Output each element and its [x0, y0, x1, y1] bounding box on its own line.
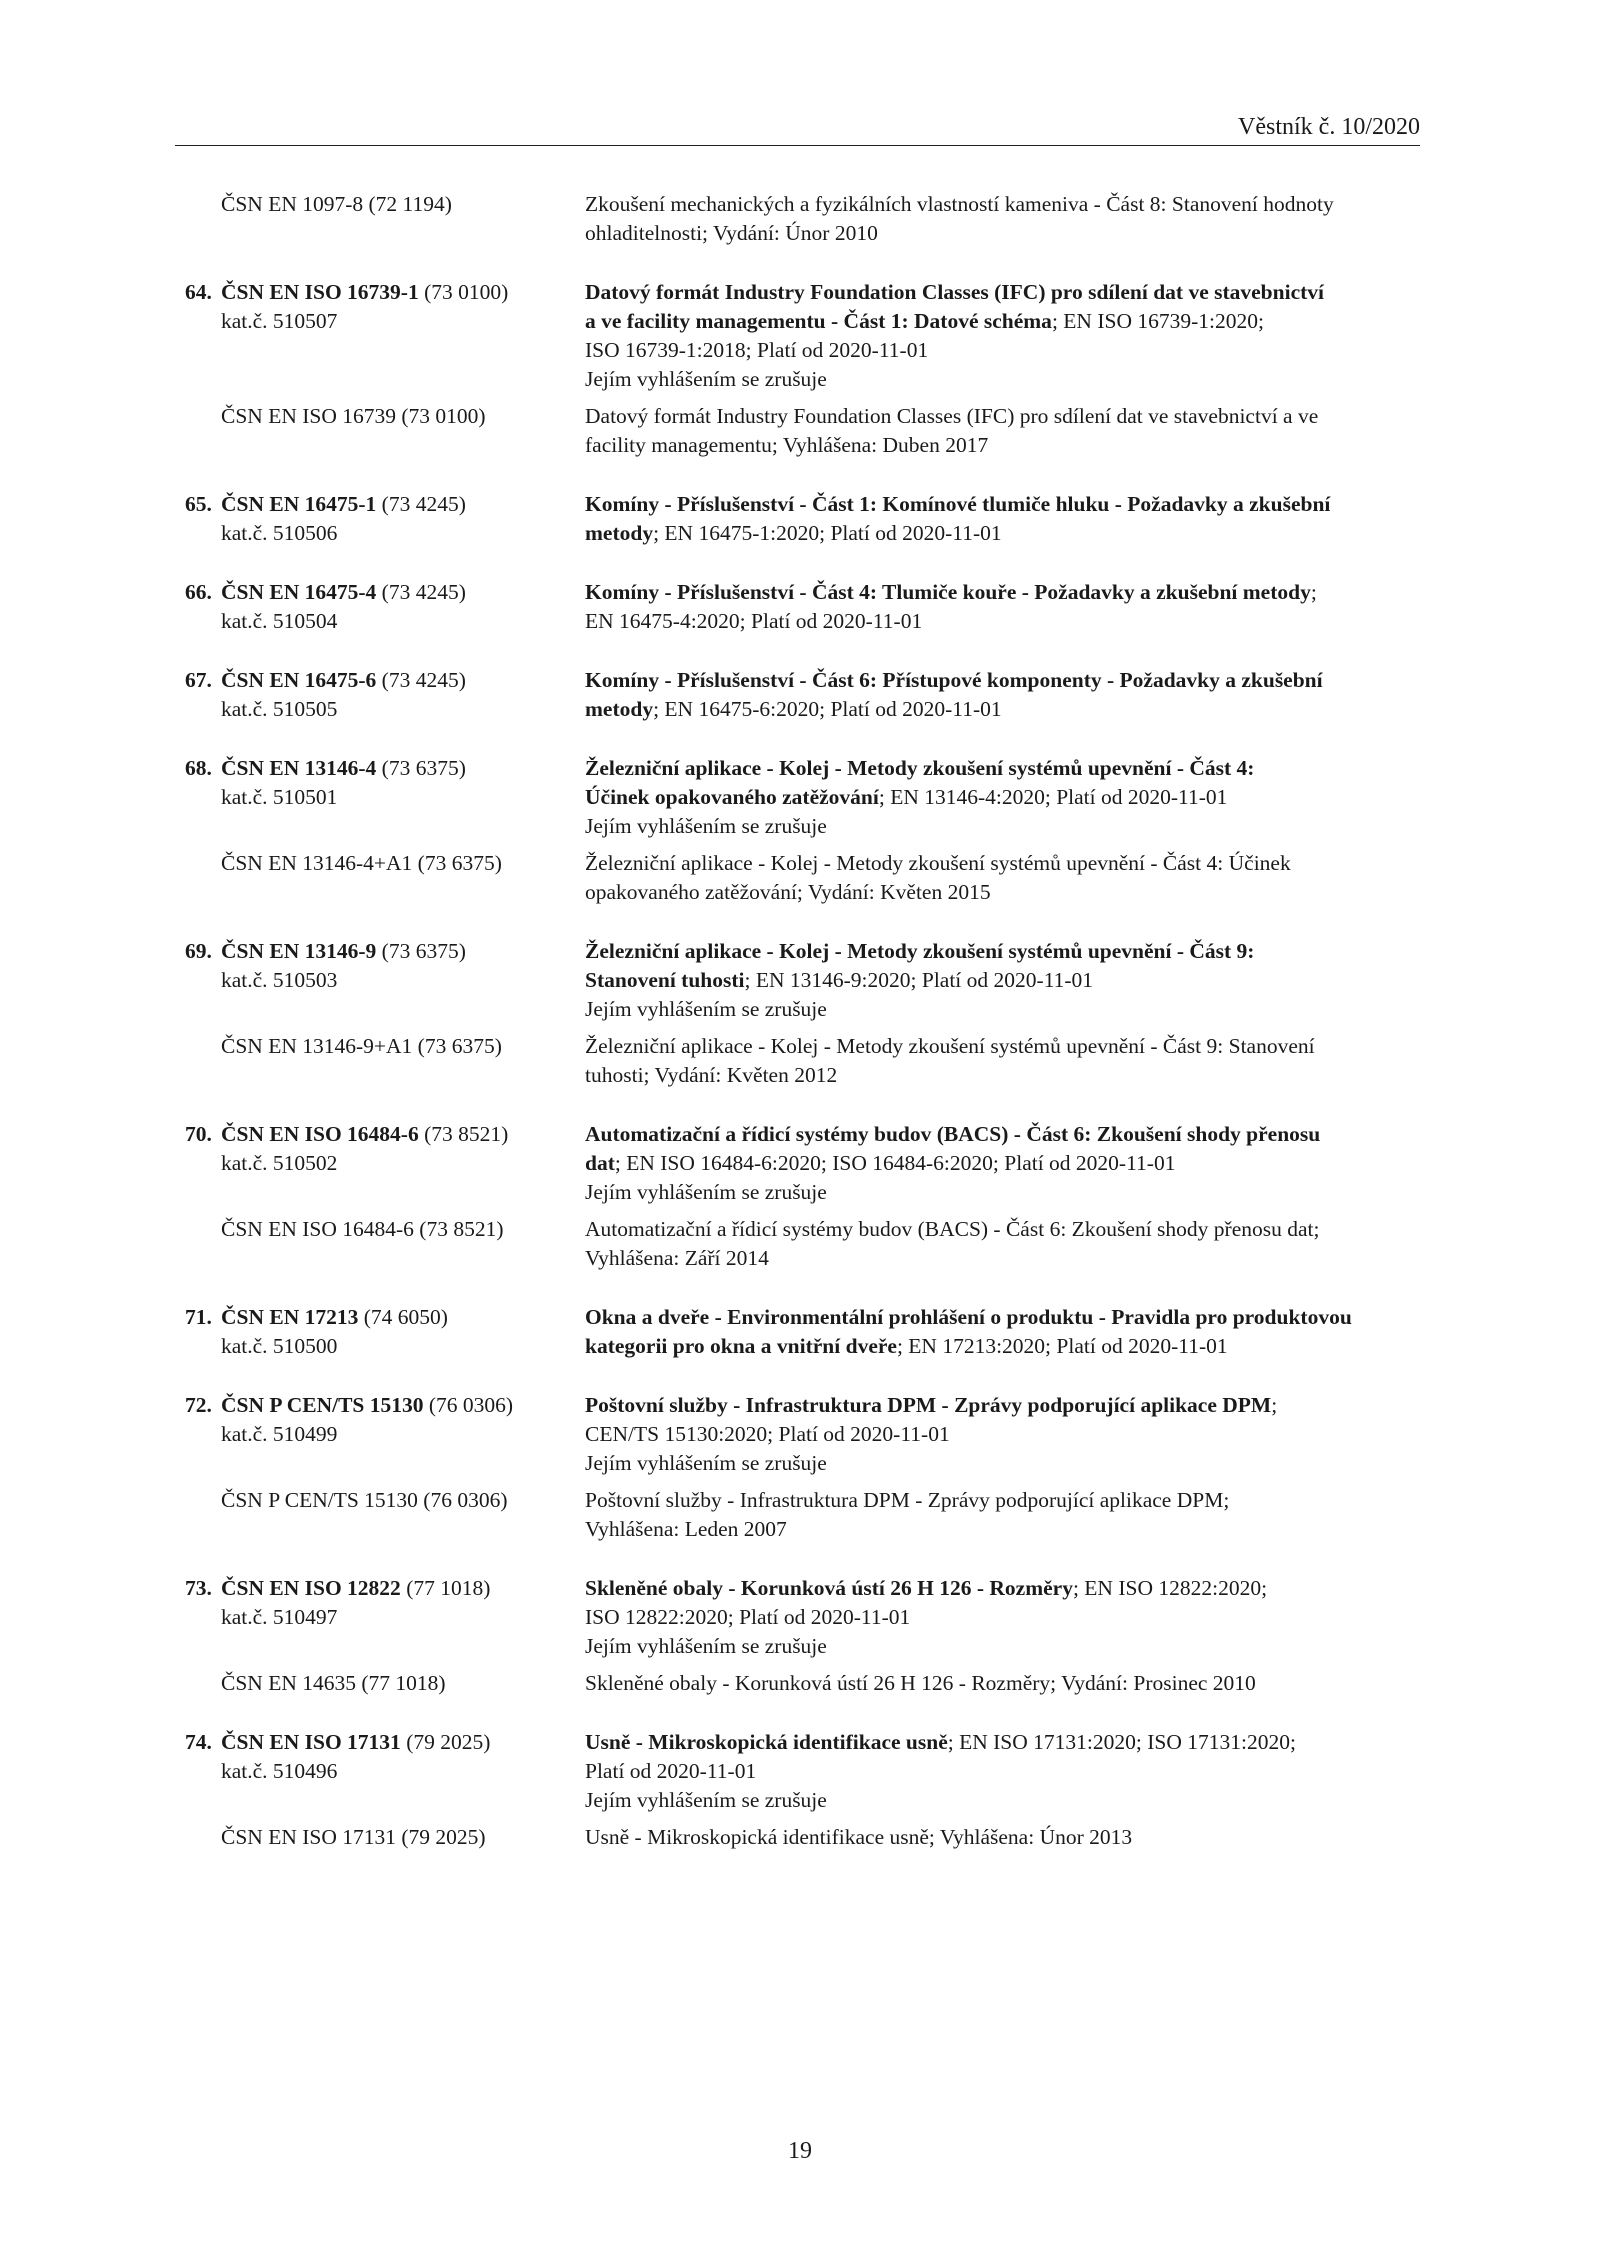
standard-code-line: [221, 937, 585, 966]
title-line: [585, 937, 1420, 966]
standard-detail: Jejím vyhlášením se zrušuje: [585, 1180, 827, 1204]
standard-entry: [175, 937, 1420, 1090]
standard-title: Automatizační a řídicí systémy budov (BACS) - Část 6: Zkoušení shody přenosu: [585, 1122, 1321, 1146]
entry-right: [585, 937, 1420, 1024]
entry-right: [585, 578, 1420, 636]
replaced-standard-description: facility managementu; Vyhlášena: Duben 2017: [585, 433, 989, 457]
classification-code: (73 6375): [381, 756, 466, 780]
standard-title: Usně - Mikroskopická identifikace usně: [585, 1730, 948, 1754]
standard-code: ČSN EN 16475-1: [221, 492, 377, 516]
standard-code-line: [221, 578, 585, 607]
replaced-standard-description: tuhosti; Vydání: Květen 2012: [585, 1063, 838, 1087]
title-line: [585, 966, 1420, 995]
header-rule: [175, 145, 1420, 146]
standard-reference: ; EN 16475-1:2020; Platí od 2020-11-01: [653, 521, 1002, 545]
standard-code-line: [221, 490, 585, 519]
catalog-number: kat.č. 510496: [221, 1759, 338, 1783]
classification-code: (73 4245): [381, 580, 466, 604]
standard-entry: [175, 1303, 1420, 1361]
entry-right: [585, 190, 1420, 248]
standard-code-line: [221, 1728, 585, 1757]
standards-list: [175, 190, 1420, 1882]
page-number: 19: [788, 2138, 812, 2164]
standard-entry: [175, 1574, 1420, 1698]
entry-left: [175, 278, 585, 394]
entry-row: [175, 278, 1420, 394]
standard-entry: [175, 490, 1420, 548]
standard-code-line: [221, 666, 585, 695]
replaced-standard-description: Datový formát Industry Foundation Classes (IFC) pro sdílení dat ve stavebnictví a ve: [585, 404, 1319, 428]
standard-reference: ; EN ISO 12822:2020;: [1072, 1576, 1268, 1600]
entry-left: [175, 1303, 585, 1361]
entry-left: [175, 849, 585, 907]
entry-number: 73.: [185, 1576, 212, 1600]
entry-left: [175, 1032, 585, 1090]
standard-detail: ISO 16739-1:2018; Platí od 2020-11-01: [585, 338, 929, 362]
replaced-standard-code: ČSN EN 13146-9+A1 (73 6375): [221, 1034, 502, 1058]
title-line: [585, 783, 1420, 812]
entry-left: [175, 937, 585, 1024]
entry-row: [175, 666, 1420, 724]
replaced-standard-description: Automatizační a řídicí systémy budov (BACS) - Část 6: Zkoušení shody přenosu dat;: [585, 1217, 1320, 1241]
standard-detail: EN 16475-4:2020; Platí od 2020-11-01: [585, 609, 923, 633]
replaced-standard-code: ČSN EN ISO 16739 (73 0100): [221, 404, 486, 428]
entry-left: [175, 490, 585, 548]
title-line: [585, 666, 1420, 695]
standard-code: ČSN EN 13146-9: [221, 939, 377, 963]
entry-right: [585, 1120, 1420, 1207]
classification-code: (73 4245): [381, 668, 466, 692]
title-line: [585, 1120, 1420, 1149]
replaced-standard-description: opakovaného zatěžování; Vydání: Květen 2015: [585, 880, 991, 904]
replaced-standard-description: Železniční aplikace - Kolej - Metody zkoušení systémů upevnění - Část 9: Stanovení: [585, 1034, 1315, 1058]
standard-title: Komíny - Příslušenství - Část 6: Přístupové komponenty - Požadavky a zkušební: [585, 668, 1323, 692]
replaced-standard-row: [175, 1215, 1420, 1273]
standard-code: ČSN EN 17213: [221, 1305, 359, 1329]
replaced-standard-row: [175, 1486, 1420, 1544]
entry-right: [585, 754, 1420, 841]
entry-row: [175, 1120, 1420, 1207]
standard-detail: Jejím vyhlášením se zrušuje: [585, 814, 827, 838]
replaced-standard-row: [175, 1032, 1420, 1090]
standard-detail: CEN/TS 15130:2020; Platí od 2020-11-01: [585, 1422, 950, 1446]
standard-reference: ; EN ISO 17131:2020; ISO 17131:2020;: [947, 1730, 1296, 1754]
classification-code: (73 0100): [424, 280, 509, 304]
page-header: Věstník č. 10/2020: [1238, 114, 1420, 140]
classification-code: (76 0306): [428, 1393, 514, 1417]
entry-right: [585, 666, 1420, 724]
catalog-number: kat.č. 510499: [221, 1422, 338, 1446]
catalog-number: kat.č. 510502: [221, 1151, 338, 1175]
standard-code-line: [221, 1391, 585, 1420]
standard-entry: [175, 578, 1420, 636]
entry-row: [175, 754, 1420, 841]
replaced-standard-code: ČSN EN 14635 (77 1018): [221, 1671, 446, 1695]
standard-code: ČSN EN 16475-6: [221, 668, 377, 692]
entry-row: [175, 490, 1420, 548]
entry-left: [175, 190, 585, 248]
standard-entry: [175, 190, 1420, 248]
replaced-standard-description: Železniční aplikace - Kolej - Metody zkoušení systémů upevnění - Část 4: Účinek: [585, 851, 1291, 875]
entry-row: [175, 1574, 1420, 1661]
title-line: [585, 1303, 1420, 1332]
standard-reference: ; EN ISO 16739-1:2020;: [1051, 309, 1264, 333]
standard-reference: ; EN 16475-6:2020; Platí od 2020-11-01: [653, 697, 1002, 721]
standard-detail: Platí od 2020-11-01: [585, 1759, 757, 1783]
standard-title: a ve facility managementu - Část 1: Datové schéma: [585, 309, 1052, 333]
title-line: [585, 695, 1420, 724]
catalog-number: kat.č. 510497: [221, 1605, 338, 1629]
replaced-standard-description: Usně - Mikroskopická identifikace usně; Vyhlášena: Únor 2013: [585, 1825, 1133, 1849]
standard-title: dat: [585, 1151, 615, 1175]
standard-reference: ;: [1271, 1393, 1278, 1417]
standard-entry: [175, 1391, 1420, 1544]
title-line: [585, 1332, 1420, 1361]
standard-description: ohladitelnosti; Vydání: Únor 2010: [585, 221, 878, 245]
standard-detail: Jejím vyhlášením se zrušuje: [585, 1634, 827, 1658]
catalog-number: kat.č. 510504: [221, 609, 338, 633]
entry-left: [175, 754, 585, 841]
entry-right: [585, 402, 1420, 460]
standard-detail: Jejím vyhlášením se zrušuje: [585, 367, 827, 391]
standard-title: metody: [585, 697, 654, 721]
classification-code: (74 6050): [363, 1305, 448, 1329]
standard-code-line: [221, 1303, 585, 1332]
entry-number: 66.: [185, 580, 212, 604]
title-line: [585, 519, 1420, 548]
title-line: [585, 578, 1420, 607]
replaced-standard-description: Vyhlášena: Září 2014: [585, 1246, 769, 1270]
standard-title: Okna a dveře - Environmentální prohlášení o produktu - Pravidla pro produktovou: [585, 1305, 1352, 1329]
standard-code-line: [221, 1120, 585, 1149]
standard-reference: ; EN 17213:2020; Platí od 2020-11-01: [896, 1334, 1228, 1358]
replaced-standard-row: [175, 849, 1420, 907]
standard-title: kategorii pro okna a vnitřní dveře: [585, 1334, 897, 1358]
entry-right: [585, 1486, 1420, 1544]
entry-right: [585, 1669, 1420, 1698]
standard-reference: ;: [1310, 580, 1317, 604]
standard-code: ČSN EN 16475-4: [221, 580, 377, 604]
entry-number: 74.: [185, 1730, 212, 1754]
entry-left: [175, 1574, 585, 1661]
catalog-number: kat.č. 510505: [221, 697, 338, 721]
title-line: [585, 1149, 1420, 1178]
replaced-standard-row: [175, 402, 1420, 460]
entry-left: [175, 1486, 585, 1544]
standard-code: ČSN EN ISO 17131: [221, 1730, 401, 1754]
entry-number: 65.: [185, 492, 212, 516]
standard-code: ČSN EN ISO 16739-1: [221, 280, 419, 304]
replaced-standard-description: Poštovní služby - Infrastruktura DPM - Zprávy podporující aplikace DPM;: [585, 1488, 1230, 1512]
standard-code: ČSN P CEN/TS 15130: [221, 1393, 424, 1417]
standard-title: Skleněné obaly - Korunková ústí 26 H 126 - Rozměry: [585, 1576, 1073, 1600]
standard-title: Poštovní služby - Infrastruktura DPM - Zprávy podporující aplikace DPM: [585, 1393, 1272, 1417]
standard-description: Zkoušení mechanických a fyzikálních vlastností kameniva - Část 8: Stanovení hodnoty: [585, 192, 1334, 216]
standard-entry: [175, 1728, 1420, 1852]
title-line: [585, 1574, 1420, 1603]
standard-entry: [175, 754, 1420, 907]
replaced-standard-description: Skleněné obaly - Korunková ústí 26 H 126 - Rozměry; Vydání: Prosinec 2010: [585, 1671, 1256, 1695]
classification-code: (79 2025): [406, 1730, 491, 1754]
standard-detail: Jejím vyhlášením se zrušuje: [585, 997, 827, 1021]
standard-code: ČSN EN ISO 16484-6: [221, 1122, 419, 1146]
entry-number: 69.: [185, 939, 212, 963]
standard-reference: ; EN 13146-4:2020; Platí od 2020-11-01: [878, 785, 1228, 809]
title-line: [585, 490, 1420, 519]
standard-title: metody: [585, 521, 654, 545]
standard-reference: ; EN ISO 16484-6:2020; ISO 16484-6:2020; Platí od 2020-11-01: [614, 1151, 1176, 1175]
standard-title: Komíny - Příslušenství - Část 4: Tlumiče kouře - Požadavky a zkušební metody: [585, 580, 1311, 604]
title-line: [585, 278, 1420, 307]
entry-right: [585, 278, 1420, 394]
entry-left: [175, 578, 585, 636]
entry-left: [175, 1391, 585, 1478]
entry-number: 67.: [185, 668, 212, 692]
entry-number: 72.: [185, 1393, 212, 1417]
title-line: [585, 754, 1420, 783]
entry-right: [585, 1391, 1420, 1478]
entry-left: [175, 402, 585, 460]
standard-code-line: [221, 1574, 585, 1603]
entry-left: [175, 1215, 585, 1273]
classification-code: (73 8521): [424, 1122, 509, 1146]
entry-right: [585, 1823, 1420, 1852]
replaced-standard-code: ČSN EN 13146-4+A1 (73 6375): [221, 851, 502, 875]
entry-row: [175, 937, 1420, 1024]
entry-left: [175, 666, 585, 724]
catalog-number: kat.č. 510507: [221, 309, 338, 333]
replaced-standard-row: [175, 1669, 1420, 1698]
entry-left: [175, 1120, 585, 1207]
standard-code: ČSN EN ISO 12822: [221, 1576, 401, 1600]
entry-right: [585, 849, 1420, 907]
standard-code-line: [221, 278, 585, 307]
standard-reference: ; EN 13146-9:2020; Platí od 2020-11-01: [744, 968, 1094, 992]
entry-right: [585, 490, 1420, 548]
classification-code: (73 6375): [381, 939, 466, 963]
catalog-number: kat.č. 510500: [221, 1334, 338, 1358]
entry-row: [175, 1391, 1420, 1478]
standard-code: ČSN EN 13146-4: [221, 756, 377, 780]
entry-number: 70.: [185, 1122, 212, 1146]
entry-left: [175, 1823, 585, 1852]
classification-code: (73 4245): [381, 492, 466, 516]
entry-right: [585, 1574, 1420, 1661]
standard-entry: [175, 278, 1420, 460]
standard-entry: [175, 666, 1420, 724]
standard-title: Datový formát Industry Foundation Classes (IFC) pro sdílení dat ve stavebnictví: [585, 280, 1324, 304]
replaced-standard-description: Vyhlášena: Leden 2007: [585, 1517, 787, 1541]
entry-row: [175, 578, 1420, 636]
catalog-number: kat.č. 510501: [221, 785, 338, 809]
entry-left: [175, 1669, 585, 1698]
title-line: [585, 1728, 1420, 1757]
title-line: [585, 307, 1420, 336]
entry-row: [175, 1303, 1420, 1361]
entry-right: [585, 1303, 1420, 1361]
standard-detail: Jejím vyhlášením se zrušuje: [585, 1788, 827, 1812]
entry-number: 68.: [185, 756, 212, 780]
replaced-standard-code: ČSN EN ISO 17131 (79 2025): [221, 1825, 486, 1849]
standard-detail: ISO 12822:2020; Platí od 2020-11-01: [585, 1605, 911, 1629]
standard-detail: Jejím vyhlášením se zrušuje: [585, 1451, 827, 1475]
catalog-number: kat.č. 510506: [221, 521, 338, 545]
entry-row: [175, 1728, 1420, 1815]
entry-right: [585, 1215, 1420, 1273]
replaced-standard-code: ČSN P CEN/TS 15130 (76 0306): [221, 1488, 508, 1512]
replaced-standard-code: ČSN EN ISO 16484-6 (73 8521): [221, 1217, 504, 1241]
standard-title: Železniční aplikace - Kolej - Metody zkoušení systémů upevnění - Část 9:: [585, 939, 1255, 963]
catalog-number: kat.č. 510503: [221, 968, 338, 992]
standard-entry: [175, 1120, 1420, 1273]
title-line: [585, 1391, 1420, 1420]
entry-left: [175, 1728, 585, 1815]
standard-title: Účinek opakovaného zatěžování: [585, 785, 879, 809]
standard-title: Stanovení tuhosti: [585, 968, 745, 992]
replaced-standard-row: [175, 1823, 1420, 1852]
entry-right: [585, 1728, 1420, 1815]
entry-number: 71.: [185, 1305, 212, 1329]
entry-row: [175, 190, 1420, 248]
standard-title: Komíny - Příslušenství - Část 1: Komínové tlumiče hluku - Požadavky a zkušební: [585, 492, 1331, 516]
standard-code-line: [221, 754, 585, 783]
entry-number: 64.: [185, 280, 212, 304]
entry-right: [585, 1032, 1420, 1090]
standard-title: Železniční aplikace - Kolej - Metody zkoušení systémů upevnění - Část 4:: [585, 756, 1255, 780]
standard-code: ČSN EN 1097-8 (72 1194): [221, 192, 452, 216]
classification-code: (77 1018): [406, 1576, 491, 1600]
